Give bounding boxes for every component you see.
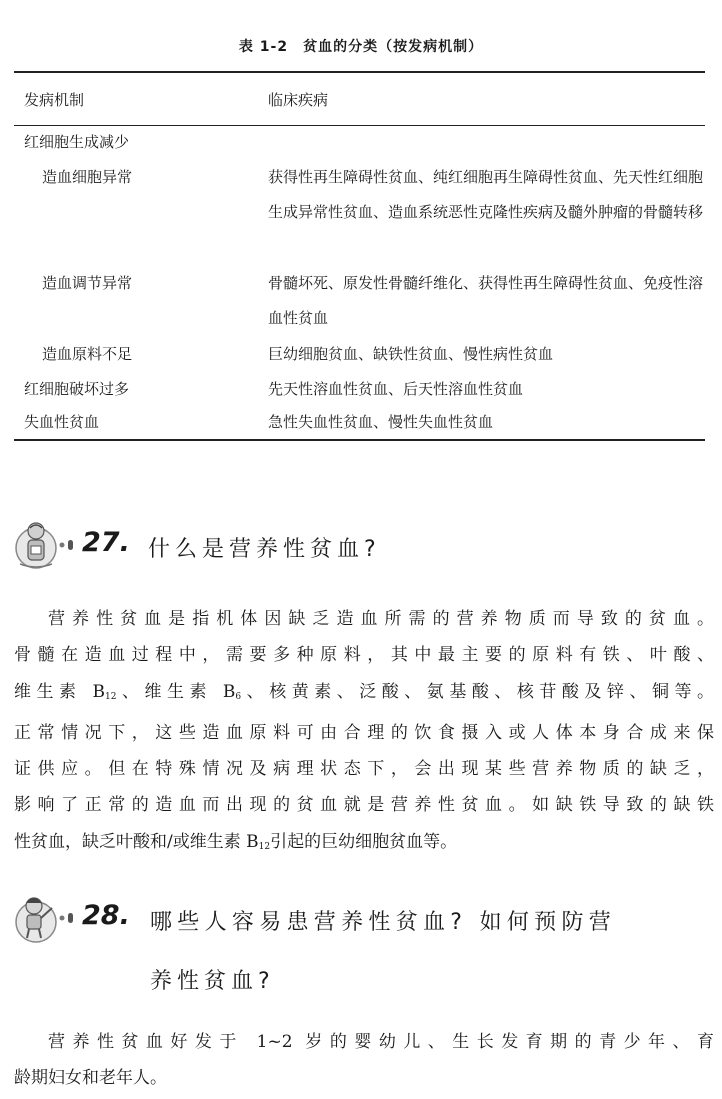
- paragraph-line: 营养性贫血是指机体因缺乏造血所需的营养物质而导致的贫血。: [48, 609, 714, 629]
- table-caption: 表 1-2 贫血的分类（按发病机制）: [238, 39, 484, 55]
- paragraph-line: 正常情况下，这些造血原料可由合理的饮食摄入或人体本身合成来保: [14, 722, 714, 743]
- paragraph-line: 性贫血，缺乏叶酸和/或维生素 $B_{12}$引起的巨幼细胞贫血等。: [14, 831, 458, 852]
- child-pointing-icon: [14, 894, 58, 944]
- question-title: 什么是营养性贫血?: [148, 537, 381, 562]
- table-row-mechanism: 造血细胞异常: [42, 168, 133, 186]
- question-title: 哪些人容易患营养性贫血? 如何预防营: [150, 910, 617, 935]
- table-row-mechanism: 红细胞生成减少: [24, 133, 130, 151]
- answer-paragraph: [14, 601, 714, 865]
- table-row-mechanism: 造血调节异常: [42, 274, 133, 292]
- bullet-dots-icon: [58, 538, 78, 552]
- question-title-continued: 养性贫血?: [150, 969, 275, 994]
- bullet-dots-icon: [58, 911, 78, 925]
- paragraph-line: 证供应。但在特殊情况及病理状态下，会出现某些营养物质的缺乏，: [14, 759, 714, 780]
- table-bottom-rule: [14, 439, 705, 441]
- question-number: 28.: [82, 900, 130, 931]
- paragraph-line: 龄期妇女和老年人。: [14, 1068, 167, 1089]
- answer-paragraph: [14, 1024, 714, 1097]
- table-row-mechanism: 失血性贫血: [24, 413, 100, 431]
- question-number: 27.: [82, 527, 130, 558]
- paragraph-line: 维生素 $B_{12}$、维生素 $B_6$、核黄素、泛酸、氨基酸、核苷酸及锌、铜等。: [14, 681, 714, 702]
- table-row-diseases: 获得性再生障碍性贫血、纯红细胞再生障碍性贫血、先天性红细胞生成异常性贫血、造血系统恶性克隆性疾病及髓外肿瘤的骨髓转移: [268, 168, 704, 221]
- doctor-reading-icon: [14, 520, 58, 570]
- table-header-diseases: 临床疾病: [268, 91, 329, 109]
- table-row-diseases: 急性失血性贫血、慢性失血性贫血: [268, 413, 494, 431]
- paragraph-line: 营养性贫血好发于 1~2 岁的婴幼儿、生长发育期的青少年、育: [48, 1032, 714, 1052]
- table-row-diseases: 巨幼细胞贫血、缺铁性贫血、慢性病性贫血: [268, 345, 554, 363]
- paragraph-line: 骨髓在造血过程中，需要多种原料，其中最主要的原料有铁、叶酸、: [14, 645, 714, 666]
- table-top-rule: [14, 71, 705, 73]
- table-row-mechanism: 造血原料不足: [42, 345, 133, 363]
- table-row-diseases: 先天性溶血性贫血、后天性溶血性贫血: [268, 380, 524, 398]
- table-row-mechanism: 红细胞破坏过多: [24, 380, 130, 398]
- table-row-diseases: 骨髓坏死、原发性骨髓纤维化、获得性再生障碍性贫血、免疫性溶血性贫血: [268, 274, 704, 327]
- paragraph-line: 影响了正常的造血而出现的贫血就是营养性贫血。如缺铁导致的缺铁: [14, 795, 714, 816]
- table-header-mechanism: 发病机制: [24, 91, 85, 109]
